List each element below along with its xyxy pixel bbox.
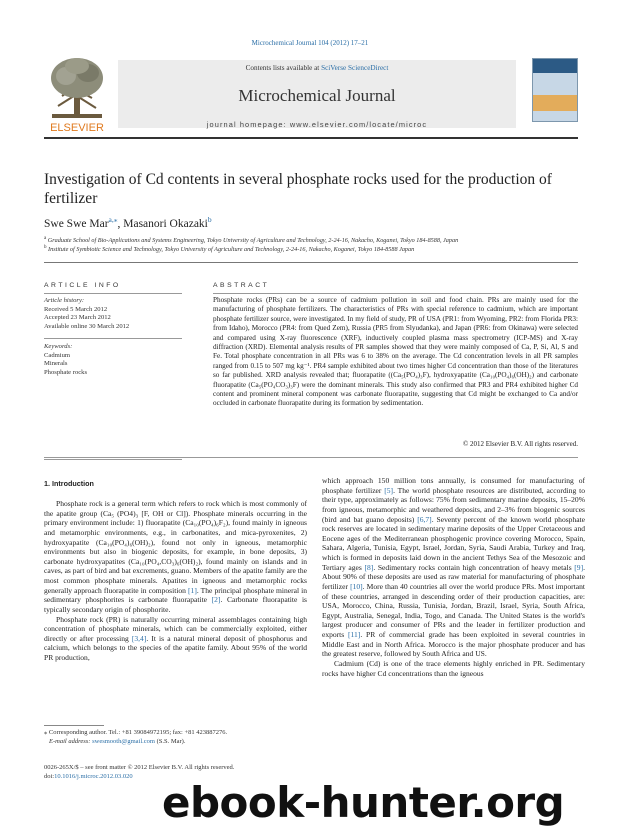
front-matter-short-rule xyxy=(44,459,182,460)
footnote-line-1 xyxy=(44,729,307,738)
affiliation-b-text: Institute of Symbiotic Science and Technology, Tokyo University of Agriculture and Technology, 2-24-16, Nakacho, Koganei, Tokyo 184-8588 Japan xyxy=(48,246,415,254)
body-column-right xyxy=(322,476,585,678)
text-run: which approach 150 million tons annually, is consumed for manufacturing of phosphate fertilizer xyxy=(322,476,585,495)
citation-link[interactable]: [11] xyxy=(348,630,361,639)
author-2-marks[interactable]: b xyxy=(207,215,212,224)
author-separator: , xyxy=(117,217,124,230)
journal-title[interactable]: Microchemical Journal xyxy=(238,86,396,105)
received-date: Received 5 March 2012 xyxy=(44,305,108,313)
keywords-rule xyxy=(44,338,182,339)
doi-link[interactable]: 10.1016/j.microc.2012.03.020 xyxy=(54,772,133,780)
article-info-heading: ARTICLE INFO xyxy=(44,282,121,289)
article-info-rule xyxy=(44,293,182,294)
affiliation-a-text: Graduate School of Bio-Applications and Systems Engineering, Tokyo University of Agriculture and Technology, 2-24-16, Nakacho, Koganei, Tokyo 184-8588, Japan xyxy=(47,237,459,245)
journal-citation[interactable]: Microchemical Journal 104 (2012) 17–21 xyxy=(251,39,369,47)
issn-line: 0026-265X/$ – see front matter © 2012 Elsevier B.V. All rights reserved. xyxy=(44,764,235,771)
text-run: . PR of commercial grade has been exploited in several countries in Middle East and in North Africa. Morocco is the major phosphate producer and has the greatest reserve, followed by South Africa and US. xyxy=(322,630,585,659)
citation-link[interactable]: [8] xyxy=(364,562,374,572)
journal-cover-icon xyxy=(532,58,578,122)
text-run: . It is a natural mineral deposit of phosphorus and calcium, which belongs to the species of the apatite family. About 95% of the world PR production, xyxy=(44,633,307,662)
abstract-rule xyxy=(213,293,578,294)
text-run: . Sedimentary rocks contain high concentration of heavy metals xyxy=(373,562,575,572)
author-1[interactable]: Swe Swe Mar xyxy=(44,217,109,230)
abstract-heading: ABSTRACT xyxy=(213,282,270,289)
masthead-banner xyxy=(118,60,516,128)
doi-label: doi: xyxy=(44,772,55,780)
keyword-item: Cadmium xyxy=(44,351,71,359)
email-suffix: (S.S. Mar). xyxy=(154,737,186,745)
citation-link[interactable]: [5] xyxy=(384,485,394,495)
text-run: . Seventy percent of the known world phosphate rock reserves are located in sedimentary marine deposits of the Upper Cretaceous and Eocene ages of the Mediterranean phosphogenic province covering Morocco, Spain, Sahara, Algeria, Tunisia, Egypt, Israel, Jordan, Syria, Saudi Arabia, Turkey and Iraq, which is formed in deposits laid down in the ancient Tethys Sea of the Mesozoic and Tertiary ages xyxy=(322,514,586,572)
intro-paragraph-2 xyxy=(44,615,307,663)
text-run: . Carbonate fluorapatite is typically secondary origin of phosphorite. xyxy=(44,595,307,614)
text-run: . The principal phosphate mineral in sedimentary phosphorites is carbonate fluorapatite xyxy=(44,585,307,605)
citation-link[interactable]: [2] xyxy=(211,595,221,605)
contents-prefix: Contents lists available at xyxy=(245,64,322,72)
affiliation-a xyxy=(44,236,578,244)
footnote-mark: ⁎ xyxy=(44,729,48,736)
article-history xyxy=(44,297,129,331)
introduction-heading: 1. Introduction xyxy=(44,479,94,488)
citation-link[interactable]: [6,7] xyxy=(417,514,432,524)
text-run: Phosphate rock (PR) is naturally occurring mineral assemblages containing high concentration of phosphate minerals, which can be commercially exploited, either directly or after processing xyxy=(44,614,307,643)
citation-link[interactable]: [3,4] xyxy=(131,633,147,643)
journal-homepage[interactable]: journal homepage: www.elsevier.com/locate/microc xyxy=(206,120,428,129)
front-matter-rule xyxy=(44,457,578,458)
article-title: Investigation of Cd contents in several phosphate rocks used for the production of fertilizer xyxy=(44,171,552,207)
affiliation-a-mark: a xyxy=(44,236,47,241)
affiliation-b-mark: b xyxy=(44,245,47,250)
online-date: Available online 30 March 2012 xyxy=(44,322,130,330)
citation-link[interactable]: [10] xyxy=(350,581,363,591)
history-label: Article history: xyxy=(44,297,85,304)
author-1-marks[interactable]: a,⁎ xyxy=(108,215,118,224)
authors xyxy=(44,215,212,230)
intro-paragraph-4 xyxy=(322,659,585,678)
footnote-corresponding: Corresponding author. Tel.: +81 39084972195; fax: +81 423887276. xyxy=(47,729,228,736)
keyword-item: Phosphate rocks xyxy=(44,368,88,376)
intro-paragraph-1 xyxy=(44,499,307,615)
section-rule xyxy=(44,262,578,263)
header-rule xyxy=(44,137,578,139)
keywords xyxy=(44,343,87,377)
intro-paragraph-3 xyxy=(322,476,585,659)
footnote-rule xyxy=(44,725,104,726)
contents-line xyxy=(118,64,516,72)
citation-link[interactable]: [9] xyxy=(574,562,584,572)
author-2[interactable]: Masanori Okazaki xyxy=(123,217,208,230)
footnote-line-2 xyxy=(44,738,307,747)
text-run: . More than 40 countries all over the world produce PRs. Most important of these countries, arranged in descending order of their production capacities, are: USA, Morocco, China, Russia, Tunisia, Jordan, Brazil, Israel, Syria, South Africa, Egypt, Australia, Senegal, India, Togo, and Canada. The United States is the world's largest producer and consumer of PRs and the leader in fertilizer production and exports xyxy=(322,581,585,639)
sciencedirect-link[interactable]: SciVerse ScienceDirect xyxy=(321,64,389,72)
text-run: . The world phosphate resources are distributed, according to their type, approximately as follows: 75% from sedimentary marine deposits, 15–20% from igneous, metamorphic and weathered deposits, and 2–3% from biogenic sources (bird and bat guano deposits) xyxy=(322,485,585,524)
masthead xyxy=(44,56,578,136)
affiliation-b xyxy=(44,245,578,253)
accepted-date: Accepted 23 March 2012 xyxy=(44,314,111,322)
email-link[interactable]: swesmooth@gmail.com xyxy=(92,737,155,745)
citation-link[interactable]: [1] xyxy=(188,585,197,595)
keyword-item: Minerals xyxy=(44,360,68,368)
watermark: ebook-hunter.org xyxy=(162,778,565,827)
elsevier-wordmark: ELSEVIER xyxy=(50,122,104,134)
text-run: Cadmium (Cd) is one of the trace elements highly enriched in PR. Sedimentary rocks have higher Cd concentrations than the igneous xyxy=(322,658,585,678)
abstract-text: Phosphate rocks (PRs) can be a source of cadmium pollution in soil and food chain. PRs are mainly used for the manufacturing of phosphate fertilizers. The characteristics of PRs with special reference to cadmium, which are important phosphate fertilizer source, were investigated. In my field of study, PR of USA (PR1: from Wyoming, PR2: from Florida PR3: from Idaho), Morocco (PR4: from Qued Zem), Russia (PR5 from Slyudanka), and Japan (PR6: from Okinawa) were selected and compared using X-ray fluorescence (XRF), inductively coupled plasma mass spectrometry (ICP-MS) and X-ray diffraction (XRD). Elemental analysis results of PR samples showed that they were mainly composed of Ca, P, Si, Al, S and Fe. Total phosphate concentration in all PRs was 6 to 38% on the average. The Cd concentration levels in all PR samples ranged from 0.15 to 507 mg kg⁻¹. PR4 sample exhibited about two times higher Cd concentration than those of the literatures so far published. XRD analysis revealed that; fluorapatite ((Ca₅(PO₄)₃F), hydroxyapatite (Ca₁₀(PO₄)₆(OH)₂) and carbonate fluorapatite (Ca₅(PO₄CO₃)₃F) were the dominant minerals. This study also confirmed that PR3 and PR4 exhibited higher Cd content and prominent mineral component was carbonate fluorapatite, suggesting that Cd might be exchanged to Ca and/or occluded in carbonate fluorapatite during its formation by sedimentation. xyxy=(213,296,578,408)
elsevier-logo xyxy=(44,56,110,134)
keywords-label: Keywords: xyxy=(44,343,73,350)
corresponding-author-footnote xyxy=(44,729,307,746)
body-column-left xyxy=(44,499,307,663)
abstract-copyright: © 2012 Elsevier B.V. All rights reserved. xyxy=(462,440,578,448)
text-run: Phosphate rock is a general term which refers to rock which is most commonly of the apatite group (Ca₅ (PO4)₃ [F, OH or Cl]). Phosphate minerals occurring in the primary environment include: 1) fluorapatite (Ca₁₀(PO₄)₆F₂), found mainly in igneous and metamorphic environments, e.g., in carbonatites, and mica-pyroxenites, 2) hydroxyapatite (Ca₁₀(PO₄)₆(OH)₂), found not only in igneous, metamorphic environments but also in biogenic deposits, for example, in bone deposits, 3) carbonate hydroxyapatites (Ca₁₀(PO₄,CO₃)₆(OH)₂), found mainly on islands and in caves, as part of bird and bat excrements, guano. Members of the apatite family are the most common phosphate minerals. Apatites in igneous and metamorphic rocks generally approach fluorapatite in composition xyxy=(44,499,307,595)
email-label: E-mail address: xyxy=(49,737,93,745)
text-run: . About 90% of these deposits are used as raw material for manufacturing of phosphate fertilizer xyxy=(322,562,585,591)
